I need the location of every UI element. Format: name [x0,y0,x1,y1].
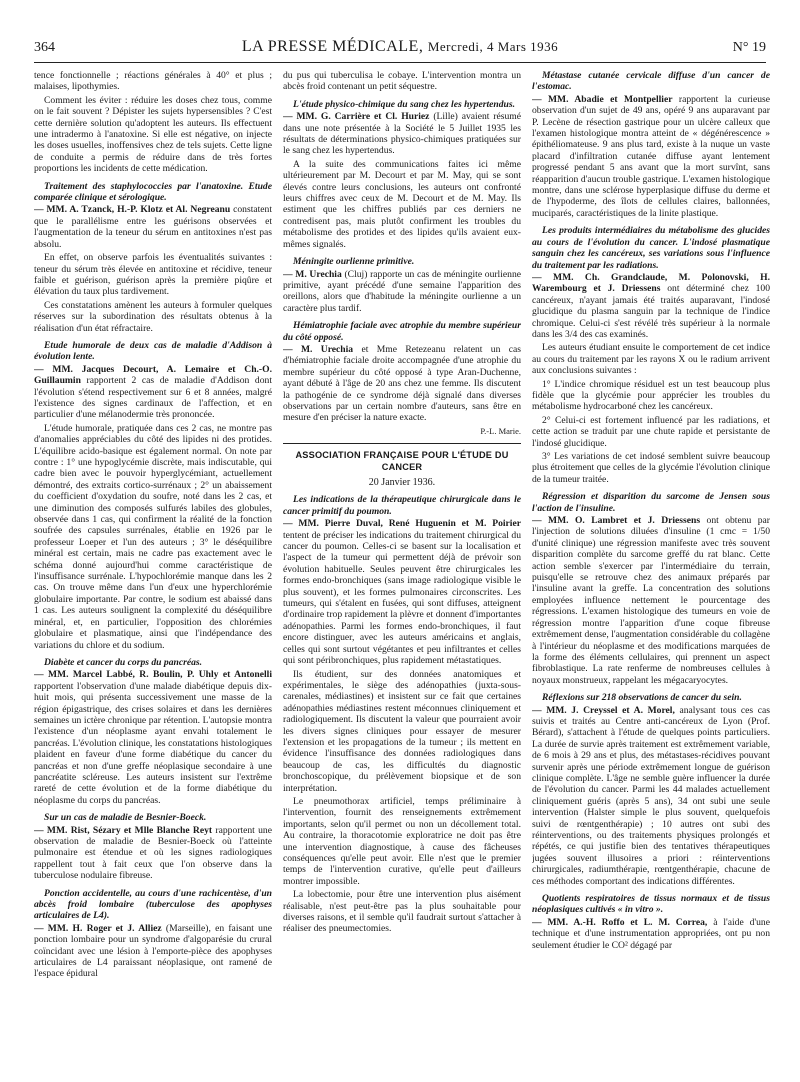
article-authors: — MM. O. Lambret et J. Driessens [532,515,701,527]
article-title: Hémiatrophie faciale avec atrophie du membre supérieur du côté opposé. [283,320,521,343]
paragraph: A la suite des communications faites ici même ultérieurement par M. Decourt et par M. May, qui se sont élevés contre leurs conclusions, les auteurs ont confronté leurs chiffres avec ceux de M. Decourt et de M. May. Ils estiment que les chiffres publiés par ces derniers ne contredisent pas, mais plutôt confirment les troubles du métabolisme des protides et des lipides qu'ils avaient eux-mêmes signalés. [283,158,521,250]
page-number: 364 [34,40,55,55]
article-title: Les produits intermédiaires du métabolisme des glucides au cours de l'évolution du cancer. L'indosé plasmatique sanguin chez les cancéreux, ses variations sous l'influence du traitement par les radiations. [532,225,770,271]
session-date: 20 Janvier 1936. [368,477,436,488]
paragraph [34,825,272,882]
paragraph: En effet, on observe parfois les éventualités suivantes : teneur du sérum très élevée en antitoxine et récidive, teneur faible et guérison, guérison après la première piqûre et élévation du taux plus tardivement. [34,252,272,298]
article-title: Traitement des staphylococcies par l'anatoxine. Etude comparée clinique et sérologique. [34,180,272,204]
paragraph: du pus qui tuberculisa le cobaye. L'intervention montra un abcès froid contenant un petit séquestre. [283,70,521,93]
article-authors: — MM. A. Tzanck, H.-P. Klotz et Al. Negreanu [34,204,231,216]
paragraph [532,705,770,888]
text-span: analysant tous ces cas suivis et traités au Centre anti-cancéreux de Lyon (Prof. Bérard), s'attachent à l'étude de quelques points particuliers. La durée de survie après traitement est extrêmement variable, de 6 mois à 29 ans et plus, des métastases-récidives pouvant survenir après une période extrêmement longue de guérison clinique complète. L'âge ne semble guère influencer la durée de l'évolution du cancer. Parmi les 44 malades actuellement cliniquement guéris (après 5 ans), 34 ont subi une seule intervention (Halster simple le plus souvent, quelquefois suivi de rœntgenthérapie) ; 10 autres ont subi des réinterventions, ou des traitements physiques prolongés et répétés, ce qui justifie bien des tentatives thérapeutiques jugées souvent illusoires a priori : réinterventions chirurgicales, radiumthérapie, rœntgenthérapie, chacune de ces méthodes comportant des indications différentes. [532,704,770,887]
paragraph: Le pneumothorax artificiel, temps préliminaire à l'intervention, fournit des renseignements extrêmement importants, selon qu'il permet ou non un décollement total. Au contraire, la thoracotomie exploratrice ne doit pas être une intervention diagnostique, à cause des fâcheuses conséquences qu'elle peut avoir. Elle n'est que le premier temps de l'intervention curative, qu'elle peut d'ailleurs montrer impossible. [283,795,521,887]
section-heading: ASSOCIATION FRANÇAISE POUR L'ÉTUDE DU CANCER [295,450,509,472]
text-span: LA PRESSE MÉDICALE, [241,38,424,55]
paragraph [34,364,272,421]
journal-title [34,38,766,56]
issue-number: N° 19 [732,40,766,55]
article-authors: — M. Urechia [283,268,342,280]
paragraph: Ils étudient, sur des données anatomiques et expérimentales, le siège des adénopathies (juxta-sous-carenales, médiastines) et insistent sur ce fait que certaines adénopathies médiastines restent méconnues cliniquement et radiologiquement. Ils discutent la valeur que pourraient avoir les divers signes cliniques pour essayer de mesurer l'extension et les propagations de la tumeur ; ils mettent en évidence l'insuffisance des données radiologiques dans beaucoup de cas, les difficultés du diagnostic bronchoscopique, du prélèvement biopsique et de son interprétation. [283,668,521,794]
paragraph [34,923,272,980]
text-span: rapportent 2 cas de maladie d'Addison dont l'évolution s'étend respectivement sur 6 et 8 années, malgré l'existence des signes cardinaux de l'affection, et en particulier d'une mélanodermie très prononcée. [34,375,272,421]
article-authors: — MM. A.-H. Roffo et L. M. Correa, [532,916,708,928]
page-header [34,38,766,63]
paragraph: 3° Les variations de cet indosé semblent suivre beaucoup plus étroitement que celles de la glycémie l'évolution clinique de la tumeur traitée. [532,451,770,485]
paragraph: L'étude humorale, pratiquée dans ces 2 cas, ne montre pas d'anomalies appréciables du côté des lipides ni des protides. L'équilibre acido-basique est également normal. On note par contre : 1° une hypoglycémie discrète, mais indiscutable, qui cadre bien avec le pouvoir hyperglycémiant, actuellement démontré, des extraits cortico-surrénaux ; 2° un abaissement du coefficient d'oxydation du soufre, noté dans les 2 cas, et une diminution des composés sulfurés labiles des globules, observée dans 1 cas, qui confirment la réalité de la fonction soufrée des capsules surrénales, établie en 1926 par le professeur Loeper et l'un des auteurs ; 3° le déséquilibre minéral est certain, mais ne cadre pas exactement avec le schéma donné aujourd'hui comme caractéristique de l'insuffisance surrénale. L'hypochlorémie manque dans les 2 cas. On trouve même dans l'un d'eux une hyperchlorémie globulaire importante. Par contre, le sodium est abaissé dans 1 cas. Les auteurs soulignent la complexité du déséquilibre minéral, et, en particulier, l'opposition des chlorémies globulaire et plasmatique, ainsi que l'indépendance des variations du chlore et du sodium. [34,422,272,651]
paragraph [34,669,272,806]
article-authors: — MM. Ch. Grandclaude, M. Polonovski, H. Warembourg et J. Driessens [532,271,770,295]
paragraph [283,518,521,666]
issue-date: Mercredi, 4 Mars 1936 [427,39,559,54]
paragraph [283,344,521,424]
paragraph: 1° L'indice chromique résiduel est un test beaucoup plus fidèle que la glycémie pour apprécier les troubles du métabolisme hydrocarboné chez les cancéreux. [532,378,770,413]
article-title: Réflexions sur 218 observations de cancer du sein. [542,692,742,704]
article-authors: — MM. Pierre Duval, René Huguenin et M. Poirier [283,518,521,530]
text-span: (Cluj) rapporte un cas de méningite ourlienne primitive, ayant précédé d'une semaine l'apparition des oreillons, alors que d'habitude la méningite ourlienne a un caractère plus tardif. [283,268,521,314]
paragraph: tence fonctionnelle ; réactions générales à 40° et plus ; malaises, lipothymies. [34,70,272,93]
paragraph [283,111,521,157]
column-2 [283,70,521,1072]
article-title: Etude humorale de deux cas de maladie d'Addison à évolution lente. [34,339,272,363]
article-title: L'étude physico-chimique du sang chez les hypertendus. [293,98,515,110]
column-1 [34,70,272,1072]
paragraph: Ces constatations amènent les auteurs à formuler quelques réserves sur la subordination des résultats obtenus à la réalisation d'un état réfractaire. [34,299,272,334]
article-authors: — MM. Jacques Decourt, A. Lemaire et Ch.-O. Guillaumin [34,363,272,387]
column-3 [532,70,770,1072]
text-span: à l'aide d'une technique et d'une instrumentation appropriées, ont pu non seulement étudier le CO² dégagé par [532,916,770,951]
text-span: (Marseille), en faisant une ponction lombaire pour un syndrome d'algoparésie du crural coïncidant avec une lésion à l'emporte-pièce des apophyses articulaires de L4 paraissant néoplasique, ont ramené de l'espace épidural [34,922,272,980]
article-authors: — M. Urechia [283,343,354,355]
text-span: ont obtenu par l'injection de solutions diluées d'insuline (1 cmc = 1/50 d'unité clinique) une régression manifeste avec très souvent disparition complète du sarcome greffé du rat blanc. Cette action semble s'exercer par l'intermédiaire du terrain, puisqu'elle se retrouve chez des animaux préparés par l'insuline avant la greffe. La concentration des solutions employées influence nettement le pourcentage des régressions. L'examen histologique des tumeurs en voie de régression montre l'apparition d'une coque fibreuse extrêmement dense, l'augmentation considérable du collagène à l'intérieur du néoplasme et des modifications marquées de la forme des éléments cellulaires, qui prennent un aspect fibroblastique. La rate renferme de nombreuses cellules à noyaux monstrueux, rappelant les mégacaryocytes. [532,515,770,686]
paragraph [532,94,770,219]
text-span: rapportent la curieuse observation d'un sujet de 49 ans, opéré 9 ans auparavant par P. Lecène de résection gastrique pour un ulcère calleux que l'examen histologique montra atteint de « dégénérescence » épithéliomateuse. 9 ans plus tard, existe à la nuque un vaste placard d'infiltration cutanée diffuse ayant lentement progressé pendant 5 ans avant que la mort survînt, sans réapparition d'aucun trouble gastrique. L'examen histologique montre, dans une sclérose hyperplasique diffuse du derme et de l'hypoderme, des îlots de cellules claires, ballonnées, muciparés, caractéristiques de la linite plastique. [532,93,770,219]
article-authors: — MM. Rist, Sézary et Mlle Blanche Reyt [34,824,213,836]
paragraph [532,272,770,340]
text-span: rapportent l'observation d'une malade diabétique depuis dix-huit mois, qui présenta successivement une masse de la région épigastrique, des crises solaires et dans les dernières semaines un ictère chronique par rétention. L'autopsie montra l'existence d'un néoplasme ayant envahi totalement le pancréas. L'évolution clinique, les constatations histologiques plaident en faveur d'une forme diabétique du cancer du pancréas et non d'une greffe néoplasique secondaire à une pancréatite scléreuse. Les auteurs insistent sur l'extrême rareté de cette évolution et de la forme diabétique du néoplasme du corps du pancréas. [34,680,272,806]
paragraph: 2° Celui-ci est fortement influencé par les radiations, et cette action se traduit par une chute rapide et persistante de l'indosé glucidique. [532,414,770,449]
article-authors: — MM. H. Roger et J. Alliez [34,922,162,934]
text-span: tentent de préciser les indications du traitement chirurgical du cancer du poumon. Celles-ci se basent sur la localisation et l'aspect de la tumeur qui permettent déjà de prévoir son évolution habituelle. Seules peuvent être chirurgicales les formes endo-bronchiques (sans image radiologique visible le plus souvent), et les formes pulmonaires circonscrites. Les tumeurs, qui s'étalent en fusées, qui sont diffuses, atteignent d'ordinaire trop rapidement la plèvre et donnent d'importantes adénopathies. Parmi les formes endo-bronchiques, il faut encore distinguer, avec les auteurs américains et anglais, celles qui sont surtout végétantes et peu infiltrantes et celles qui sont péribronchiques, plus rapidement métastatiques. [283,529,521,667]
paragraph [532,515,770,686]
paragraph: Comment les éviter : réduire les doses chez tous, comme on le fait souvent ? Dépister les sujets hypersensibles ? C'est cette dernière solution qu'adoptent les auteurs. Ils effectuent une intradermo à l'anatoxine. Si elle est négative, on injecte les doses usuelles, inoffensives chez de tels sujets. Cette ligne de conduite a permis de réduire dans de très fortes proportions les incidents de cette médication. [34,94,272,175]
article-authors: — MM. Marcel Labbé, R. Boulin, P. Uhly et Antonelli [34,669,272,681]
article-title: Métastase cutanée cervicale diffuse d'un cancer de l'estomac. [532,70,770,93]
text-span: et Mme Retezeanu relatent un cas d'hémiatrophie faciale droite accompagnée d'une atrophie du membre supérieur du côté opposé à type Aran-Duchenne, ayant débuté à l'âge de 20 ans chez une femme. Ils discutent la pathogénie de ce syndrome déjà signalé dans diverses observations par un certain nombre d'auteurs, sans être en mesure d'en préciser la nature exacte. [283,343,521,424]
article-title: Les indications de la thérapeutique chirurgicale dans le cancer primitif du poumon. [283,494,521,517]
paragraph [283,269,521,315]
article-title: Régression et disparition du sarcome de Jensen sous l'action de l'insuline. [532,491,770,514]
paragraph [34,204,272,250]
article-authors: — MM. Abadie et Montpellier [532,93,673,105]
text-span: ont déterminé chez 100 cancéreux, n'ayant jamais été traités auparavant, l'indosé glucidique du plasma sanguin par la technique de l'indice chromique. Celui-ci s'est révélé très supérieur à la normale dans les 3/4 des cas examinés. [532,283,770,340]
article-title: Méningite ourlienne primitive. [293,256,415,268]
divider [283,443,521,444]
article-authors: — MM. J. Creyssel et A. Morel, [532,704,675,716]
text-span: constatent que le parallélisme entre les guérisons observées et l'augmentation de la teneur du sérum en antitoxines n'est pas absolu. [34,204,272,250]
signature: P.-L. Marie. [480,425,521,436]
article-title: Quotients respiratoires de tissus normaux et de tissus néoplasiques cultivés « in vitro ». [532,893,770,916]
article-authors: — MM. G. Carrière et Cl. Huriez [283,111,430,123]
paragraph: Les auteurs étudiant ensuite le comportement de cet indice au cours du traitement par les rayons X ou le radium arrivent aux conclusions suivantes : [532,342,770,377]
text-span: (Lille) avaient résumé dans une note présentée à la Société le 5 Juillet 1935 les résultats de déterminations physico-chimiques pratiquées sur le sang chez les hypertendus. [283,111,521,157]
article-title: Diabète et cancer du corps du pancréas. [44,656,203,668]
article-title: Sur un cas de maladie de Besnier-Boeck. [44,812,207,824]
article-title: Ponction accidentelle, au cours d'une rachicentèse, d'un abcès froid lombaire (tuberculose des apophyses articulaires de L4). [34,887,272,922]
text-span: rapportent une observation de maladie de Besnier-Boeck où l'atteinte pulmonaire est étendue et où les signes radiologiques rappellent tout à fait ceux que l'on observe dans la tuberculose nodulaire fibreuse. [34,824,272,882]
paragraph [532,917,770,951]
paragraph: La lobectomie, pour être une intervention plus aisément réalisable, n'est peut-être pas la plus souhaitable pour diverses raisons, et il semble qu'il faudrait surtout s'attacher à réaliser des pneumectomies. [283,889,521,935]
